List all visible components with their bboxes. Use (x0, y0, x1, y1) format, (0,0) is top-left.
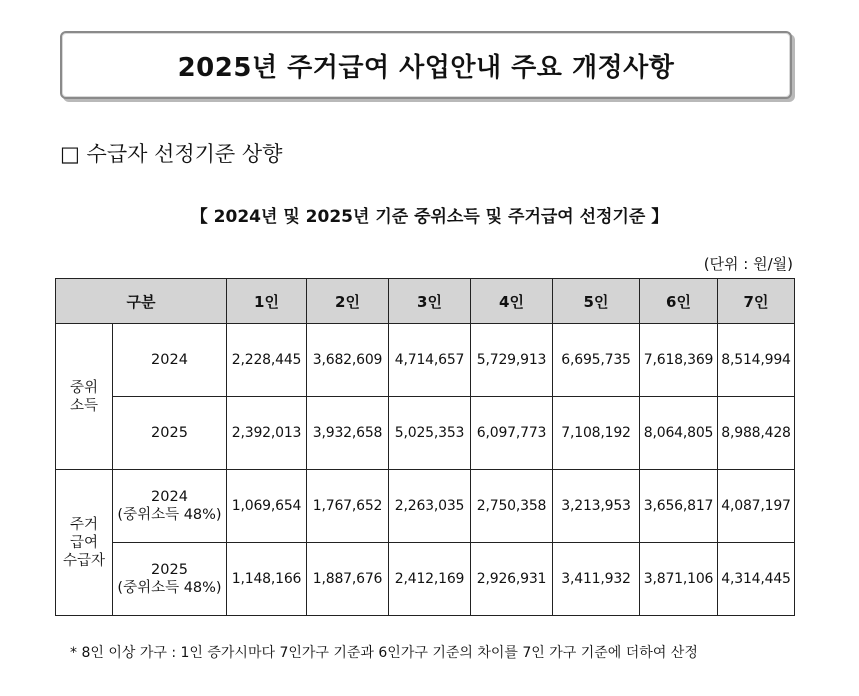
row-year: 2024 (151, 489, 188, 505)
table-cell: 6,695,735 (553, 324, 640, 397)
table-caption: 【 2024년 및 2025년 기준 중위소득 및 주거급여 선정기준 】 (190, 207, 669, 227)
header-col: 5인 (553, 279, 640, 324)
header-category: 구분 (56, 279, 227, 324)
header-col: 1인 (227, 279, 307, 324)
table-cell: 8,514,994 (718, 324, 795, 397)
table-cell: 8,988,428 (718, 397, 795, 470)
table-cell: 3,213,953 (553, 470, 640, 543)
table-cell: 2,263,035 (389, 470, 471, 543)
header-col: 4인 (471, 279, 553, 324)
table-row (56, 470, 795, 543)
page-title-box (60, 31, 792, 99)
header-col: 3인 (389, 279, 471, 324)
table-cell: 7,108,192 (553, 397, 640, 470)
table-cell: 2,750,358 (471, 470, 553, 543)
table-cell: 2,412,169 (389, 543, 471, 616)
table-cell: 3,682,609 (307, 324, 389, 397)
group-label-housing-benefit (56, 470, 113, 616)
table-cell: 1,767,652 (307, 470, 389, 543)
row-note: (중위소득 48%) (117, 580, 222, 596)
table-cell: 4,314,445 (718, 543, 795, 616)
group-label-line: 소득 (69, 397, 98, 414)
header-col: 2인 (307, 279, 389, 324)
section-heading (60, 138, 282, 168)
table-cell: 5,729,913 (471, 324, 553, 397)
table-row (56, 397, 795, 470)
selection-criteria-table (55, 278, 795, 616)
group-label-line: 급여 (69, 534, 98, 551)
table-cell: 8,064,805 (640, 397, 718, 470)
row-note: (중위소득 48%) (117, 507, 222, 523)
table-cell: 3,411,932 (553, 543, 640, 616)
table-cell: 1,148,166 (227, 543, 307, 616)
row-year-with-note (113, 470, 227, 543)
table-cell: 3,932,658 (307, 397, 389, 470)
row-year-with-note (113, 543, 227, 616)
section-title: 수급자 선정기준 상향 (86, 142, 283, 166)
row-year: 2025 (151, 562, 188, 578)
table-cell: 6,097,773 (471, 397, 553, 470)
group-label-line: 주거 (69, 516, 98, 533)
section-bullet: □ (60, 142, 80, 166)
row-year: 2024 (113, 324, 227, 397)
table-row (56, 324, 795, 397)
table-cell: 2,926,931 (471, 543, 553, 616)
table-cell: 1,069,654 (227, 470, 307, 543)
table-cell: 2,228,445 (227, 324, 307, 397)
table-cell: 4,087,197 (718, 470, 795, 543)
table-header-row (56, 279, 795, 324)
table-cell: 2,392,013 (227, 397, 307, 470)
row-year: 2025 (113, 397, 227, 470)
group-label-line: 수급자 (62, 552, 106, 569)
table-cell: 7,618,369 (640, 324, 718, 397)
table-cell: 3,871,106 (640, 543, 718, 616)
header-col: 6인 (640, 279, 718, 324)
page-title: 2025년 주거급여 사업안내 주요 개정사항 (177, 52, 675, 83)
table-row (56, 543, 795, 616)
table-cell: 1,887,676 (307, 543, 389, 616)
footnote: * 8인 이상 가구 : 1인 증가시마다 7인가구 기준과 6인가구 기준의 차이를 7인 가구 기준에 더하여 산정 (70, 645, 698, 661)
table-cell: 3,656,817 (640, 470, 718, 543)
table-cell: 5,025,353 (389, 397, 471, 470)
unit-label: (단위 : 원/월) (703, 255, 793, 273)
group-label-line: 중위 (69, 379, 98, 396)
group-label-median-income (56, 324, 113, 470)
header-col: 7인 (718, 279, 795, 324)
table-cell: 4,714,657 (389, 324, 471, 397)
